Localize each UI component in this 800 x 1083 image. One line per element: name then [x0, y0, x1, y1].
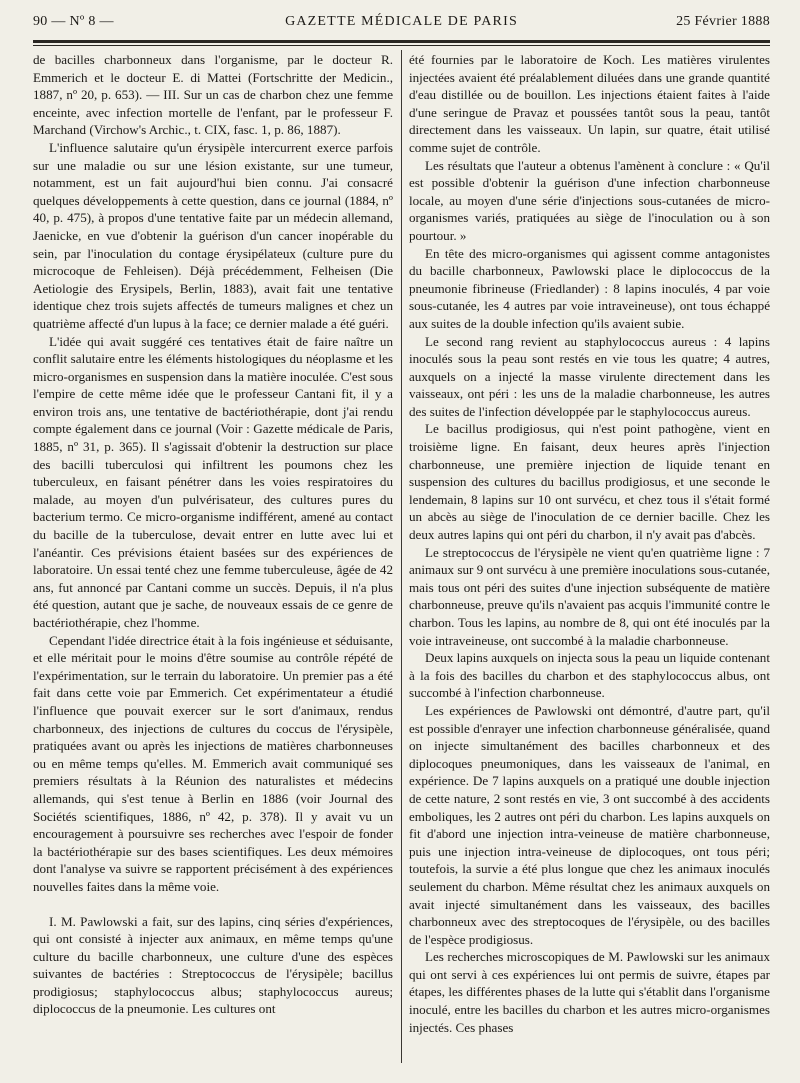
paragraph: Cependant l'idée directrice était à la fois ingénieuse et séduisante, et elle méritait pour le moins d'être soumise au contrôle répété de l'expérimentation, sur le terrain du laboratoire. Un premier pas a été fait dans cette voie par Emmerich. Cet expérimentateur a étudié l'influence que pouvait exercer sur le sort d'animaux, rendus charbonneux, des injections de cultures du coccus de l'érysipèle, pratiquées avant ou après les injections de matières charbonneuses ou en même temps qu'elles. M. Emmerich avait communiqué ses premiers résultats à la Réunion des naturalistes et médecins allemands, qui s'est tenue à Berlin en 1886 (voir Journal des Sociétés scientifiques, 1886, nº 42, p. 378). Il y avait vu un encouragement à poursuivre ses recherches avec l'espoir de fonder la bactériothérapie sur des bases scientifiques. Les deux mémoires dont l'analyse va suivre se rapportent précisément à des expériences nouvelles faites dans la même voie.	[33, 632, 393, 894]
paragraph: L'idée qui avait suggéré ces tentatives était de faire naître un conflit salutaire entre les éléments histologiques du néoplasme et les micro-organismes en suspension dans la matière inoculée. C'est sous l'empire de cette même idée que le professeur Cantani fit, il y a environ trois ans, une tentative de bactériothérapie, dont j'ai rendu compte également dans ce journal (Voir : Gazette médicale de Paris, 1885, nº 31, p. 365). Il s'agissait d'obtenir la destruction sur place des bacilli tuberculosi qui infiltrent les poumons chez les tuberculeux, en faisant pénétrer dans les voies respiratoires du malade, au moyen d'un pulvérisateur, des cultures pures du bacterium termo. Ce micro-organisme indifférent, amené au contact du bacille de la tuberculose, devait entrer en lutte avec lui et l'anéantir. Ces prévisions étaient basées sur des expériences de laboratoire. Un essai tenté chez une femme tuberculeuse, âgée de 42 ans, fut annoncé par Cantani comme un succès. Depuis, il n'a plus été question, autant que je sache, de nouveaux essais de ce genre de bactériothérapie, chez l'homme.	[33, 333, 393, 630]
paragraph: Le streptococcus de l'érysipèle ne vient qu'en quatrième ligne : 7 animaux sur 9 ont survécu à une première inoculations sous-cutanée, mais tous ont péri des suites d'une injection subséquente de matière charbonneuse, preuve qu'ils n'avaient pas acquis l'immunité contre le charbon. Tous les lapins, au nombre de 8, qui ont été inoculés par la voie intraveineuse, ont succombé à la maladie charbonneuse.	[409, 544, 770, 648]
page-number: 90 — Nº 8 —	[33, 14, 114, 29]
paragraph: Le bacillus prodigiosus, qui n'est point pathogène, vient en troisième ligne. En faisant, deux heures après l'injection charbonneuse, une première injection de liquide tenant en suspension des cultures du bacillus prodigiosus, et une seconde le lendemain, 8 lapins sur 10 ont survécu, et chez tous il s'était formé un abcès au siège de l'inoculation de ce dernier bacille. Chez les deux autres lapins qui ont péri du charbon, il n'y avait pas d'abcès.	[409, 421, 770, 543]
paragraph: Le second rang revient au staphylococcus aureus : 4 lapins inoculés sous la peau sont restés en vie tous les quatre; 4 autres, auxquels on a injecté la masse virulente directement dans les vaisseaux, ont péri : les uns de la maladie charbonneuse, les autres des suites de l'infection développée par le staphylococcus aureus.	[409, 333, 770, 419]
running-header	[33, 14, 770, 34]
paragraph: Les expériences de Pawlowski ont démontré, d'autre part, qu'il est possible d'enrayer une infection charbonneuse généralisée, quand on injecte simultanément des bacilles charbonneux et des diplocoques pneumoniques, dans les vaisseaux de l'animal, en expérience. De 7 lapins auxquels on a pratiqué une double injection de cette nature, 2 sont restés en vie, 3 ont succombé à des accidents emboliques, les 2 autres ont péri du charbon. Les lapins auxquels on fit d'abord une injection intra-veineuse de matière charbonneuse, puis une injection intra-veineuse de diplocoques, ont tous péri; toutefois, la survie a été plus longue que chez les animaux inoculés seulement du charbon. Même résultat chez les animaux auxquels on avait injecté simultanément dans les vaisseaux, des bacilles charbonneux avec des streptocoques de l'érysipèle, ou des bacilles de l'espèce prodigiosus.	[409, 702, 770, 947]
paragraph: En tête des micro-organismes qui agissent comme antagonistes du bacille charbonneux, Pawlowski place le diplococcus de la pneumonie fibrineuse (Friedlander) : 8 lapins inoculés, 4 par voie sous-cutanée, les 4 autres par voie intraveineuse), ont tous échappé aux suites de la double infection qu'ils avaient subie.	[409, 245, 770, 331]
paragraph: Deux lapins auxquels on injecta sous la peau un liquide contenant à la fois des bacilles du charbon et des staphylococcus albus, ont succombé à l'infection charbonneuse.	[409, 650, 770, 701]
issue-date: 25 Février 1888	[676, 14, 770, 29]
right-column	[409, 51, 770, 1067]
paragraph: I. M. Pawlowski a fait, sur des lapins, cinq séries d'expériences, qui ont consisté à injecter aux animaux, en même temps qu'une culture du bacille charbonneux, une culture d'une des espèces suivantes de bactéries : Streptococcus de l'érysipèle; bacillus prodigiosus; staphylococcus albus; staphylococcus aureus; diplococcus de la pneumonie. Les cultures ont	[33, 913, 393, 1017]
column-divider	[401, 50, 402, 1063]
paragraph: Les recherches microscopiques de M. Pawlowski sur les animaux qui ont servi à ces expériences lui ont permis de suivre, étapes par étapes, les différentes phases de la lutte qui s'établit dans l'organisme inoculé, entre les bacilles du charbon et les autres micro-organismes injectés. Ces phases	[409, 949, 770, 1035]
header-rule-thin	[33, 45, 770, 46]
paragraph: L'influence salutaire qu'un érysipèle intercurrent exerce parfois sur une maladie ou sur une lésion existante, sur une tumeur, notamment, est un fait aujourd'hui bien connu. J'ai consacré quelques développements à cette question, dans ce journal (1884, nº 40, p. 475), à propos d'une tentative faite par un médecin allemand, Jaenicke, en vue d'obtenir la guérison d'un cancer inopérable du sein, par l'inoculation du contage érysipélateux (culture pure du microcoque de Fehleisen). Déjà précédemment, Felheisen (Die Aetiologie des Erysipels, Berlin, 1883), avait fait une tentative identique chez trois sujets affectés de tumeurs malignes et chez un quatrième affecté d'un lupus à la face; ce dernier malade a été guéri.	[33, 139, 393, 331]
journal-title: GAZETTE MÉDICALE DE PARIS	[285, 14, 518, 29]
paragraph: Les résultats que l'auteur a obtenus l'amènent à conclure : « Qu'il est possible d'obtenir la guérison d'une infection charbonneuse locale, au moyen d'une série d'injections sous-cutanées de micro-organismes variés, pratiquées au siège de l'inoculation ou à son pourtour. »	[409, 157, 770, 243]
paragraph: de bacilles charbonneux dans l'organisme, par le docteur R. Emmerich et le docteur E. di Mattei (Fortschritte der Medicin., 1887, nº 20, p. 653). — III. Sur un cas de charbon chez une femme enceinte, avec infection mortelle de l'enfant, par le professeur F. Marchand (Virchow's Archic., t. CIX, fasc. 1, p. 86, 1887).	[33, 52, 393, 138]
left-column	[33, 51, 393, 1067]
header-rule	[33, 40, 770, 43]
paragraph: été fournies par le laboratoire de Koch. Les matières virulentes injectées avaient été préalablement diluées dans une grande quantité d'eau distillée ou de bouillon. Les injections étaient faites à l'aide d'une seringue de Pravaz et poussées tantôt sous la peau, tantôt directement dans les vaisseaux. Un lapin, sur quatre, était utilisé comme sujet de contrôle.	[409, 52, 770, 155]
